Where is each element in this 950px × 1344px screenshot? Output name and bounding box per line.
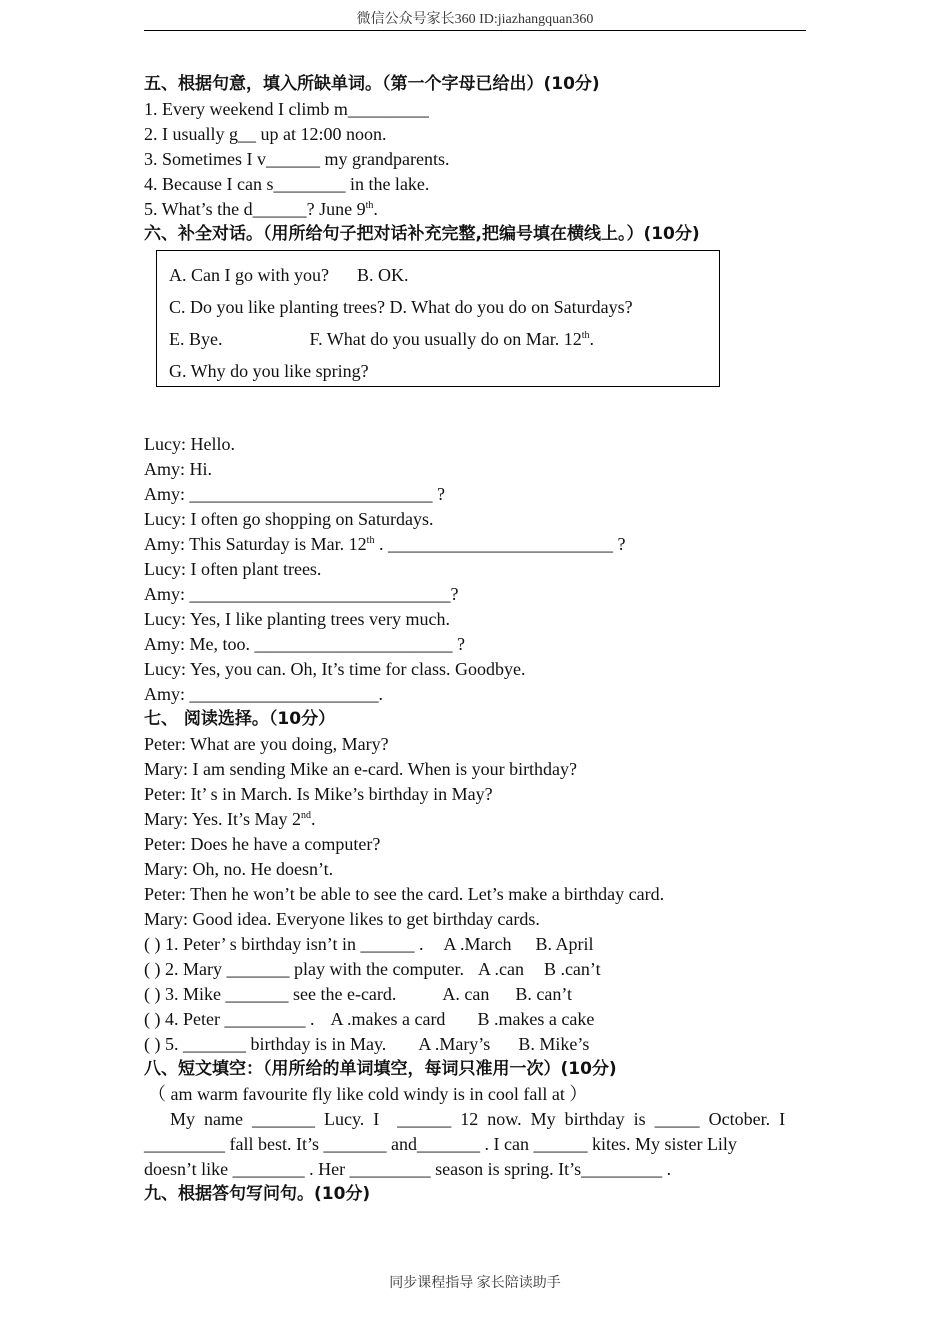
- question-3-option-a: A. can: [442, 984, 490, 1004]
- dialogue-line-2: Amy: Hi.: [144, 459, 213, 479]
- section-5-title: 五、根据句意，填入所缺单词。（第一个字母已给出）(10分): [144, 74, 600, 94]
- reading-line-4: [144, 807, 806, 832]
- question-2-option-a: A .can: [477, 959, 524, 979]
- question-5-text: ( ) 5. _______ birthday is in May.: [144, 1034, 387, 1054]
- s5-item-2: 2. I usually g__ up at 12:00 noon.: [144, 124, 387, 144]
- dialogue-line-5: [144, 532, 806, 557]
- reading-line-6: Mary: Oh, no. He doesn’t.: [144, 859, 334, 879]
- reading-line-1: Peter: What are you doing, Mary?: [144, 734, 389, 754]
- passage-line-1: My name _______ Lucy. I ______ 12 now. My birthday is _____ October. I: [170, 1109, 786, 1129]
- question-3: [144, 982, 806, 1007]
- s5-item-5-text: 5. What’s the d______? June 9: [144, 199, 366, 219]
- question-5-option-b: B. Mike’s: [518, 1034, 590, 1054]
- s5-item-5: [144, 197, 806, 222]
- question-5-option-a: A .Mary’s: [418, 1034, 491, 1054]
- page-header: 微信公众号家长360 ID:jiazhangquan360: [356, 12, 594, 27]
- dialogue-line-9: Amy: Me, too. ______________________ ?: [144, 634, 465, 654]
- option-row-3: [169, 323, 719, 355]
- section-8-title: 八、短文填空：（用所给的单词填空，每词只准用一次）(10分): [144, 1059, 617, 1079]
- reading-line-3: Peter: It’ s in March. Is Mike’s birthday in May?: [144, 784, 493, 804]
- option-row-2: C. Do you like planting trees? D. What do you do on Saturdays?: [169, 297, 633, 317]
- question-4: [144, 1007, 806, 1032]
- page-footer: 同步课程指导 家长陪读助手: [389, 1276, 561, 1291]
- option-f-end: .: [589, 329, 594, 349]
- reading-line-4-end: .: [311, 809, 316, 829]
- option-f: F. What do you usually do on Mar. 12: [309, 329, 582, 349]
- reading-line-7: Peter: Then he won’t be able to see the card. Let’s make a birthday card.: [144, 884, 665, 904]
- question-3-option-b: B. can’t: [515, 984, 573, 1004]
- option-a: A. Can I go with you?: [169, 265, 329, 285]
- reading-line-4-text: Mary: Yes. It’s May 2: [144, 809, 302, 829]
- question-5: [144, 1032, 806, 1057]
- dialogue-line-5-sup: th: [366, 535, 375, 546]
- option-b: B. OK.: [356, 265, 409, 285]
- dialogue-line-1: Lucy: Hello.: [144, 434, 235, 454]
- dialogue-line-5-text: Amy: This Saturday is Mar. 12: [144, 534, 367, 554]
- option-row-4: G. Why do you like spring?: [169, 361, 369, 381]
- option-e: E. Bye.: [169, 329, 223, 349]
- passage-line-3: doesn’t like ________ . Her _________ season is spring. It’s_________ .: [144, 1159, 672, 1179]
- options-box: [156, 250, 720, 387]
- question-1-option-a: A .March: [443, 934, 512, 954]
- dialogue-line-7: Amy: _____________________________?: [144, 584, 459, 604]
- question-4-option-b: B .makes a cake: [477, 1009, 595, 1029]
- question-4-text: ( ) 4. Peter _________ .: [144, 1009, 315, 1029]
- s5-item-1: 1. Every weekend I climb m_________: [144, 99, 429, 119]
- reading-line-8: Mary: Good idea. Everyone likes to get birthday cards.: [144, 909, 540, 929]
- reading-line-2: Mary: I am sending Mike an e-card. When is your birthday?: [144, 759, 578, 779]
- question-4-option-a: A .makes a card: [330, 1009, 446, 1029]
- s5-item-5-end: .: [373, 199, 378, 219]
- dialogue-line-8: Lucy: Yes, I like planting trees very much.: [144, 609, 450, 629]
- question-3-text: ( ) 3. Mike _______ see the e-card.: [144, 984, 397, 1004]
- dialogue-line-6: Lucy: I often plant trees.: [144, 559, 322, 579]
- reading-line-5: Peter: Does he have a computer?: [144, 834, 381, 854]
- word-bank: （ am warm favourite fly like cold windy is in cool fall at ）: [148, 1084, 588, 1104]
- dialogue-line-4: Lucy: I often go shopping on Saturdays.: [144, 509, 434, 529]
- dialogue-line-11: Amy: _____________________.: [144, 684, 384, 704]
- header-rule: [144, 30, 806, 31]
- section-6-title: 六、补全对话。（用所给句子把对话补充完整,把编号填在横线上。）(10分): [144, 224, 700, 244]
- section-7-title: 七、 阅读选择。（10分）: [144, 709, 336, 729]
- question-1-text: ( ) 1. Peter’ s birthday isn’t in ______ .: [144, 934, 424, 954]
- reading-line-4-sup: nd: [301, 810, 312, 821]
- question-1: [144, 932, 806, 957]
- s5-item-5-sup: th: [365, 200, 374, 211]
- option-f-sup: th: [581, 330, 590, 341]
- section-9-title: 九、根据答句写问句。(10分): [144, 1184, 371, 1204]
- passage-line-2: _________ fall best. It’s _______ and_______ . I can ______ kites. My sister Lily: [144, 1134, 737, 1154]
- question-2-text: ( ) 2. Mary _______ play with the computer.: [144, 959, 464, 979]
- option-row-1: [169, 259, 719, 291]
- dialogue-line-3: Amy: ___________________________ ?: [144, 484, 445, 504]
- s5-item-3: 3. Sometimes I v______ my grandparents.: [144, 149, 450, 169]
- dialogue-line-5-end: . _________________________ ?: [374, 534, 626, 554]
- s5-item-4: 4. Because I can s________ in the lake.: [144, 174, 430, 194]
- question-2: [144, 957, 806, 982]
- worksheet-content: [144, 72, 806, 1207]
- question-2-option-b: B .can’t: [543, 959, 601, 979]
- dialogue-line-10: Lucy: Yes, you can. Oh, It’s time for class. Goodbye.: [144, 659, 526, 679]
- question-1-option-b: B. April: [535, 934, 594, 954]
